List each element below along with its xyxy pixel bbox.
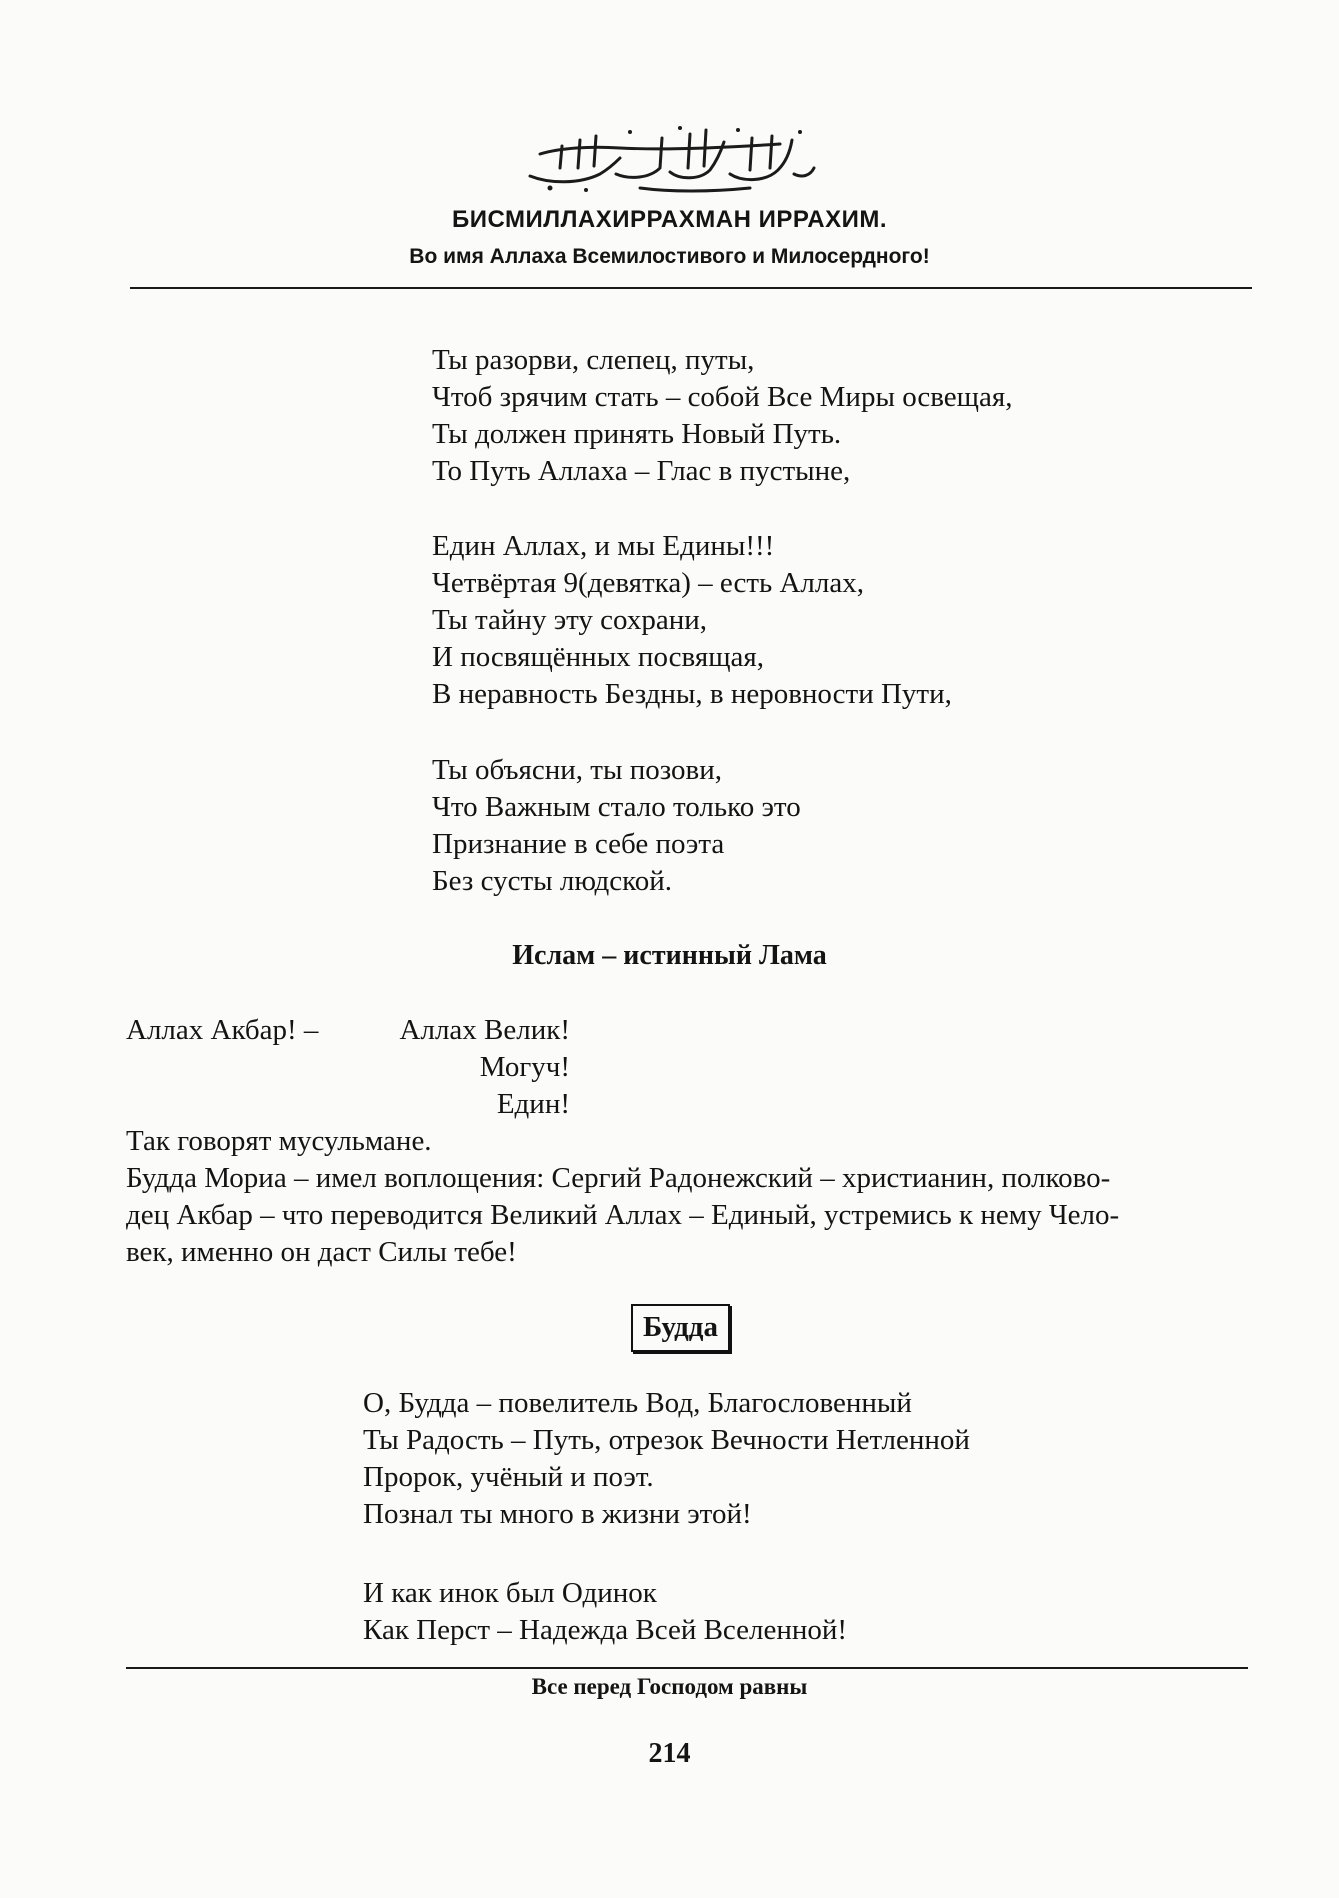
verse-line: Ты должен принять Новый Путь.	[432, 418, 842, 450]
header-subtitle: Во имя Аллаха Всемилостивого и Милосердного!	[409, 245, 930, 268]
verse-line: Признание в себе поэта	[432, 828, 725, 860]
verse-line: Един Аллах, и мы Едины!!!	[432, 530, 775, 562]
footer-divider	[126, 1667, 1248, 1669]
page-number: 214	[648, 1738, 691, 1769]
verse-line: Пророк, учёный и поэт.	[363, 1461, 654, 1493]
verse-line: О, Будда – повелитель Вод, Благословенный	[363, 1387, 912, 1419]
attribute-line: Аллах Велик!	[399, 1014, 570, 1046]
prose-line: век, именно он даст Силы тебе!	[126, 1236, 517, 1268]
verse-line: Познал ты много в жизни этой!	[363, 1498, 752, 1530]
verse-line: Ты объясни, ты позови,	[432, 754, 722, 786]
header-divider	[130, 287, 1252, 289]
footer-text: Все перед Господом равны	[531, 1674, 808, 1699]
verse-line: Что Важным стало только это	[432, 791, 801, 823]
stanza-2	[432, 528, 952, 713]
section-heading-budda: Будда	[631, 1304, 730, 1352]
verse-line: Чтоб зрячим стать – собой Все Миры освещая,	[432, 381, 1013, 413]
prose-line: дец Акбар – что переводится Великий Аллах – Единый, устремись к нему Чело-	[126, 1199, 1120, 1231]
basmala-calligraphy	[520, 118, 820, 196]
header-title: БИСМИЛЛАХИРРАХМАН ИРРАХИМ.	[451, 206, 887, 233]
verse-line: Без сусты людской.	[432, 865, 673, 897]
stanza-3	[432, 752, 801, 900]
attribute-line: Един!	[496, 1088, 570, 1120]
verse-line: И как инок был Одинок	[363, 1577, 657, 1609]
stanza-1	[432, 342, 1012, 490]
attributes-column	[126, 1012, 570, 1123]
verse-line: Как Перст – Надежда Всей Вселенной!	[363, 1614, 848, 1646]
verse-line: Ты разорви, слепец, путы,	[432, 344, 755, 376]
prose-line: Так говорят мусульмане.	[126, 1125, 432, 1157]
verse-line: То Путь Аллаха – Глас в пустыне,	[432, 455, 851, 487]
attribute-line: Могуч!	[479, 1051, 570, 1083]
section-heading-islam: Ислам – истинный Лама	[512, 940, 827, 971]
prose-paragraph	[126, 1123, 1248, 1271]
verse-line: Ты тайну эту сохрани,	[432, 604, 707, 636]
stanza-5	[363, 1575, 847, 1649]
allah-akbar-text: Аллах Акбар! –	[126, 1014, 319, 1046]
verse-line: Ты Радость – Путь, отрезок Вечности Нетленной	[363, 1424, 970, 1456]
verse-line: И посвящённых посвящая,	[432, 641, 764, 673]
verse-line: Четвёртая 9(девятка) – есть Аллах,	[432, 567, 864, 599]
verse-line: В неравность Бездны, в неровности Пути,	[432, 678, 952, 710]
stanza-4	[363, 1385, 970, 1533]
prose-line: Будда Мориа – имел воплощения: Сергий Радонежский – христианин, полково-	[126, 1162, 1111, 1194]
